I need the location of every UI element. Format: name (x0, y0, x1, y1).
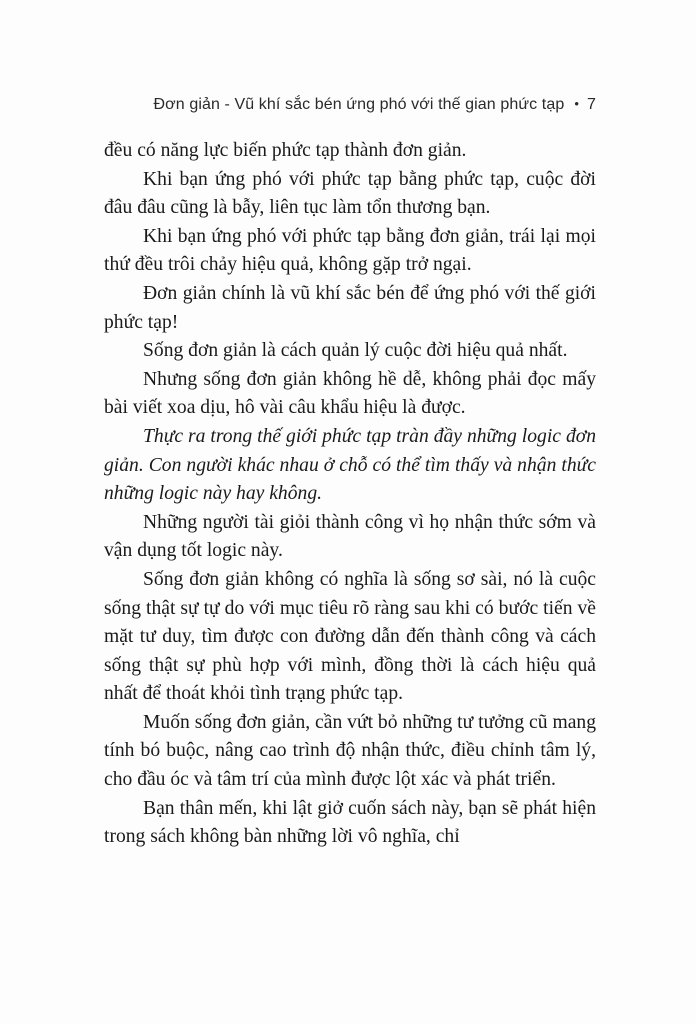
paragraph: đều có năng lực biến phức tạp thành đơn giản. (104, 140, 467, 161)
header-separator: • (574, 96, 579, 111)
paragraph: Khi bạn ứng phó với phức tạp bằng phức tạp, cuộc đời đâu đâu cũng là bẫy, liên tục làm tổn thương bạn. (104, 168, 596, 219)
paragraph: Sống đơn giản là cách quản lý cuộc đời hiệu quả nhất. (143, 340, 568, 362)
body-text (104, 137, 596, 852)
paragraph: Khi bạn ứng phó với phức tạp bằng đơn giản, trái lại mọi thứ đều trôi chảy hiệu quả, không gặp trở ngại. (104, 225, 596, 276)
paragraph: Những người tài giỏi thành công vì họ nhận thức sớm và vận dụng tốt logic này. (104, 511, 596, 562)
page-number: 7 (587, 96, 596, 113)
paragraph: Sống đơn giản không có nghĩa là sống sơ sài, nó là cuộc sống thật sự tự do với mục tiêu rõ ràng sau khi có bước tiến về mặt tư duy, tìm được con đường dẫn đến thành công và cách sống thật sự phù hợp với mình, đồng thời là cách hiệu quả nhất để thoát khỏi tình trạng phức tạp. (104, 568, 596, 705)
paragraph: Nhưng sống đơn giản không hề dễ, không phải đọc mấy bài viết xoa dịu, hô vài câu khẩu hiệu là được. (104, 368, 596, 419)
running-header (154, 96, 596, 114)
italic-paragraph: Thực ra trong thế giới phức tạp tràn đầy những logic đơn giản. Con người khác nhau ở chỗ có thể tìm thấy và nhận thức những logic này hay không. (104, 425, 596, 505)
paragraph: Bạn thân mến, khi lật giở cuốn sách này, bạn sẽ phát hiện trong sách không bàn những lời vô nghĩa, chỉ (104, 797, 596, 848)
book-title: Đơn giản - Vũ khí sắc bén ứng phó với thế gian phức tạp (153, 96, 565, 113)
paragraph: Muốn sống đơn giản, cần vứt bỏ những tư tưởng cũ mang tính bó buộc, nâng cao trình độ nhận thức, điều chỉnh tâm lý, cho đầu óc và tâm trí của mình được lột xác và phát triển. (104, 711, 596, 791)
paragraph: Đơn giản chính là vũ khí sắc bén để ứng phó với thế giới phức tạp! (104, 282, 596, 333)
